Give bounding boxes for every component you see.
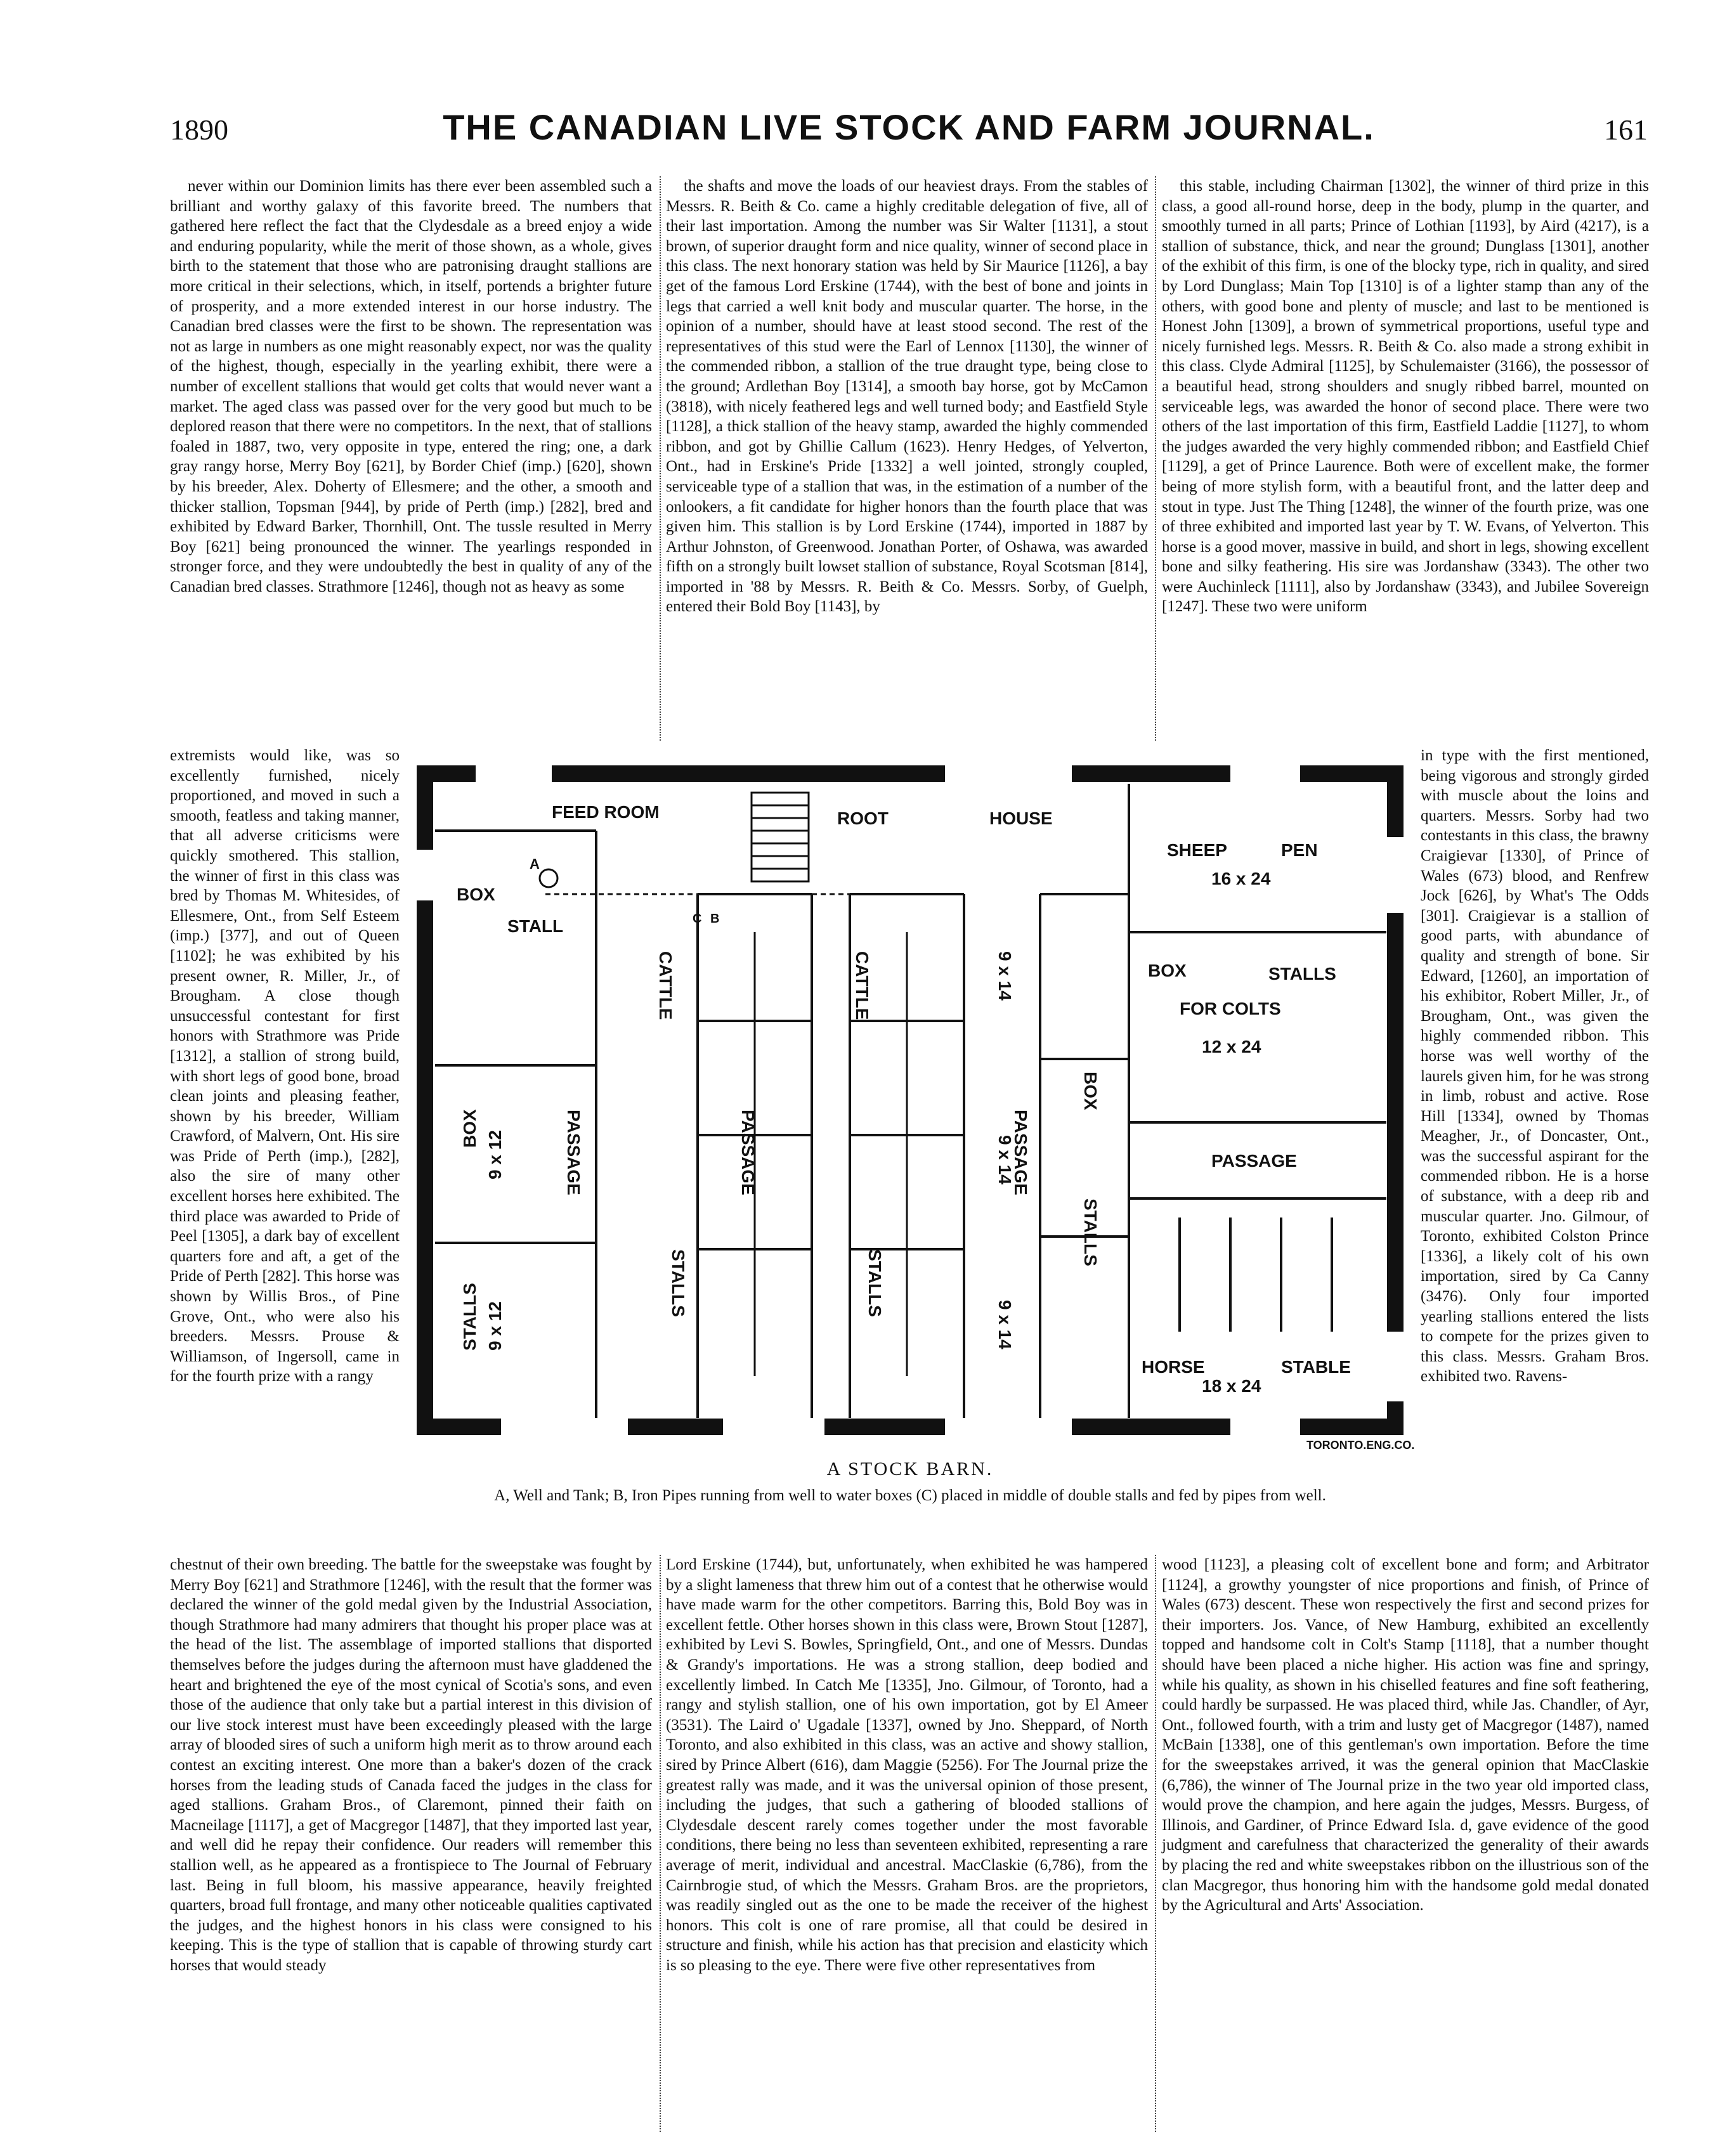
label-passage-right: PASSAGE — [1211, 1151, 1297, 1171]
article-column-2 — [666, 176, 1148, 617]
paragraph: Lord Erskine (1744), but, unfortunately, when exhibited he was hampered by a slight lameness that threw him out of a contest that he otherwise would have made warm for the other competitors. Barring this, Bold Boy was in excellent fettle. Other horses shown in this class were, Brown Stout [1287], exhibited by Levi S. Bowles, Springfield, Ont., and one of Messrs. Dundas & Grandy's importations. He was a strong stallion, deep bodied and excellently limbed. In Catch Me [1335], Jno. Gilmour, of Toronto, had a rangy and stylish stallion, one of his own importation, got by El Ameer (3531). The Laird o' Ugadale [1337], owned by Jno. Sheppard, of North Toronto, and also exhibited in this class, was an active and showy stallion, sired by Prince Albert (616), dam Maggie (5256). For The Journal prize the greatest rally was made, and it was the universal opinion of those present, including the judges, that such a gathering of blooded stallions of Clydesdale descent rarely comes together under the most favorable conditions, there being no less than seventeen exhibited, representing a rare average of merit, individual and ancestral. MacClaskie (6,786), from the Cairnbrogie stud, of which the Messrs. Graham Bros. are the proprietors, was readily singled out as the one to be made the receiver of the highest honors. This colt is one of rare promise, all that could be desired in structure and finish, while his action has that precision and elasticity which is so pleasing to the eye. There were five other representatives from — [666, 1556, 1148, 1974]
stairs — [752, 793, 809, 881]
label-dim-9x14-top: 9 x 14 — [995, 951, 1015, 1001]
engraver-credit: TORONTO.ENG.CO. — [1306, 1439, 1414, 1451]
header-year: 1890 — [170, 114, 228, 146]
paragraph: wood [1123], a pleasing colt of excellent bone and form; and Arbitrator [1124], a growthy youngster of nice proportions and finish, of Prince of Wales (673) descent. These won respectively the first and second prizes for their importers. Jos. Vance, of New Hamburg, exhibited an excellently topped and handsome colt in Colt's Stamp [1118], that a number thought should have been placed a niche higher. His action was fine and springy, while his quality, as shown in his chiselled features and fine soft feathering, could hardly be surpassed. He was placed third, while Jas. Chandler, of Ayr, Ont., followed fourth, with a trim and lusty get of Macgregor (1487), named McBain [1338], one of this gentleman's own importation. Before the time for the sweepstakes arrived, it was the general opinion that MacClaskie (6,786), the winner of The Journal prize in the two year old imported class, would prove the champion, and here again the judges, Messrs. Burgess, of Illinois, and Gardiner, of Prince Edward Isla. d, gave evidence of the good judgment and carefulness that characterized the generality of their awards by placing the red and white sweepstakes ribbon on the illustrious son of the clan Macgregor, thus honoring him with the handsome gold medal donated by the Agricultural and Arts' Association. — [1162, 1556, 1649, 1914]
paragraph: never within our Dominion limits has there ever been assembled such a brilliant and worthy galaxy of this favorite breed. The numbers that gathered here reflect the fact that the Clydesdale as a breed enjoy a wide and enduring popularity, while the merit of those shown, as a whole, gives birth to the statement that those who are patronising draught stallions are more critical in their selections, which, in itself, portends a brighter future of prosperity, and a more extended interest in our horse industry. The Canadian bred classes were the first to be shown. The representation was not as large in numbers as one might reasonably expect, nor was the quality of the highest, though, especially in the yearling exhibit, there were a number of excellent stallions that would get colts that would never want a market. The aged class was passed over for the very good but much to be deplored reason that there were no competitors. In the next, that of stallions foaled in 1887, two, very opposite in type, entered the ring; one, a dark gray rangy horse, Merry Boy [621], by Border Chief (imp.) [620], shown by his breeder, Alex. Doherty of Ellesmere; and the other, a smooth and thicker stallion, Topsman [944], by pride of Perth (imp.) [282], bred and exhibited by Edward Barker, Thornhill, Ont. The tussle resulted in Merry Boy [621] being pronounced the winner. The yearlings responded in stronger force, and they were undoubtedly the best in quality of any of the Canadian bred classes. Strathmore [1246], though not as heavy as some — [170, 178, 652, 595]
door-gap — [945, 765, 1072, 784]
article-bottom-column-1 — [170, 1555, 652, 1975]
side-column-right — [1421, 746, 1649, 1387]
label-box-small-dim: 9 x 12 — [485, 1130, 505, 1179]
well-circle — [540, 869, 557, 887]
paragraph: this stable, including Chairman [1302], the winner of third prize in this class, a good all-round horse, deep in the body, plump in the quarter, and smoothly turned in all parts; Prince of Lothian [1193], by Aird (4217), is a stallion of substance, thick, and near the ground; Dunglass [1301], another of the exhibit of this firm, is one of the blocky type, rich in quality, and sired by Lord Dunglass; Main Top [1310] is of a lighter stamp than any of the others, with good bone and plenty of muscle; and last to be mentioned is Honest John [1309], a brown of symmetrical proportions, useful type and nicely furnished legs. Messrs. R. Beith & Co. also made a strong exhibit in this class. Clyde Admiral [1125], by Schulemaister (3166), the possessor of a beautiful head, strong shoulders and snugly ribbed barrel, mounted on serviceable legs, was awarded the honor of second place. There were two others of the last importation of this firm, Eastfield Laddie [1127], to whom the judges awarded the very highly commended ribbon; and Eastfield Chief [1129], a get of Prince Laurence. Both were of excellent make, the former being of more stylish form, with a beautiful front, and the latter deep and stout in type. Just The Thing [1248], the winner of the fourth prize, was one of three exhibited and imported last year by T. W. Evans, of Yelverton. This horse is a good mover, massive in build, and short in legs, showing excellent bone and silky feathering. His sire was Jordanshaw (3343). The other two were Auchinleck [1111], also by Jordanshaw (3343), and Jubilee Sovereign [1247]. These two were uniform — [1162, 178, 1649, 616]
page-number: 161 — [1604, 114, 1648, 146]
label-cattle-left: CATTLE — [656, 951, 675, 1020]
column-divider — [660, 176, 661, 741]
door-gap — [1230, 1418, 1300, 1437]
label-root: ROOT — [837, 808, 889, 828]
door-gap — [1386, 837, 1405, 913]
article-column-1 — [170, 176, 652, 597]
column-divider — [1155, 1555, 1156, 2132]
barn-floor-plan-drawing — [406, 742, 1414, 1458]
label-for-colts: FOR COLTS — [1180, 999, 1281, 1018]
label-dim-9x14-mid: 9 x 14 — [995, 1135, 1015, 1185]
label-box: BOX — [457, 885, 495, 904]
label-box-small: BOX — [460, 1109, 479, 1148]
label-letter-b: B — [710, 912, 720, 926]
label-passage-inner: PASSAGE — [1011, 1110, 1031, 1195]
label-house: HOUSE — [989, 808, 1053, 828]
door-gap — [501, 1418, 628, 1437]
label-pen: PEN — [1281, 840, 1318, 860]
stock-barn-plan — [406, 742, 1414, 1458]
door-gap — [416, 850, 435, 900]
article-bottom-column-2 — [666, 1555, 1148, 1975]
label-letter-c: C — [693, 912, 702, 926]
label-passage-left: PASSAGE — [564, 1110, 583, 1195]
label-sheep: SHEEP — [1167, 840, 1227, 860]
label-stalls-left: STALLS — [668, 1249, 688, 1317]
label-sheep-dimensions: 16 x 24 — [1211, 869, 1271, 888]
paragraph: extremists would like, was so excellently furnished, nicely proportioned, and moved in such a smooth, featless and taking manner, that all adverse criticisms were quickly smothered. This stallion, the winner of first in this class was bred by Thomas M. Whitesides, of Ellesmere, Ont., from Self Esteem (imp.) [377], and out of Queen [1102]; he was exhibited by his present owner, R. Miller, Jr., of Brougham. A close though unsuccessful contestant for first honors with Strathmore was Pride [1312], a stallion of strong build, with short legs of good bone, broad clean joints and pleasing feather, shown by his breeder, William Crawford, of Malvern, Ont. His sire was Pride of Perth (imp.), [282], also the sire of many other excellent horses here exhibited. The third place was awarded to Pride of Peel [1305], a dark bay of excellent quarters fore and aft, a get of the Pride of Perth [282]. This horse was shown by Willis Bros., of Pine Grove, Ont., who were also his breeders. Messrs. Prouse & Williamson, of Ingersoll, came in for the fourth prize with a rangy — [170, 747, 400, 1386]
door-gap — [1386, 1332, 1405, 1401]
label-stall: STALL — [507, 916, 564, 936]
article-bottom-column-3 — [1162, 1555, 1649, 1916]
label-letter-a: A — [530, 856, 540, 872]
label-horse-dimensions: 18 x 24 — [1202, 1376, 1261, 1396]
label-box-side: BOX — [1081, 1072, 1100, 1110]
side-column-left — [170, 746, 400, 1387]
journal-title: THE CANADIAN LIVE STOCK AND FARM JOURNAL. — [443, 107, 1375, 147]
paragraph: in type with the first mentioned, being vigorous and strongly girded with muscle about the loins and quarters. Messrs. Sorby had two contestants in this class, the brawny Craigievar [1330], of Prince of Wales (673) blood, and Renfrew Jock [626], by What's The Odds [301]. Craigievar is a stallion of good parts, with abundance of quality and strength of bone. Sir Edward, [1260], an importation of his exhibitor, Robert Miller, Jr., of Brougham, Ont., was given the highly commended ribbon. This horse was well worthy of the laurels given him, for he was strong in limb, robust and active. Rose Hill [1334], owned by Thomas Meagher, Jr., of Doncaster, Ont., was the successful aspirant for the commended ribbon. He is a horse of substance, with a deep rib and muscular quarter. Jno. Gilmour, of Toronto, exhibited Colston Prince [1336], a likely colt of his own importation, sired by Ca Canny (3476). Only four imported yearling stallions entered the lists to compete for the prizes given to this class. Messrs. Graham Bros. exhibited two. Ravens- — [1421, 747, 1649, 1386]
door-gap — [723, 1418, 824, 1437]
article-column-3 — [1162, 176, 1649, 617]
label-cattle-right: CATTLE — [852, 951, 872, 1020]
label-stalls-side: STALLS — [1081, 1198, 1100, 1266]
label-dim-9x14-bot: 9 x 14 — [995, 1300, 1015, 1349]
column-divider — [1155, 176, 1156, 741]
paragraph: the shafts and move the loads of our heaviest drays. From the stables of Messrs. R. Beith & Co. came a highly creditable delegation of five, all of their last importation. Among the number was Sir Walter [1131], a stout brown, of superior draught form and nice quality, winner of second place in this class. The next honorary station was held by Sir Maurice [1126], a bay get of the famous Lord Erskine (1744), with the best of bone and joints in legs that carried a well knit body and muscular quarter. The horse, in the opinion of a number, should have at least stood second. The rest of the representatives of this stud were the Earl of Lennox [1130], the winner of the commended ribbon, a stallion of the true draught type, being close to the ground; Ardlethan Boy [1314], a smooth bay horse, got by McCamon (3818), with nicely feathered legs and well turned body; and Eastfield Style [1128], a thick stallion of the heavy stamp, awarded the highly commended ribbon, and got by Ghillie Callum (1623). Henry Hedges, of Yelverton, Ont., had in Erskine's Pride [1332] a well jointed, strongly coupled, serviceable type of a stallion that was, in the estimation of a number of the onlookers, a fit candidate for higher honors than the fourth place that was given him. This stallion is by Lord Erskine (1744), imported in 1887 by Arthur Johnston, of Greenwood. Jonathan Porter, of Oshawa, was awarded fifth on a strongly built lowset stallion of substance, Royal Scotsman [814], imported in '88 by Messrs. R. Beith & Co. Messrs. Sorby, of Guelph, entered their Bold Boy [1143], by — [666, 178, 1148, 616]
label-box-stalls-box: BOX — [1148, 961, 1187, 980]
door-gap — [476, 765, 552, 784]
paragraph: chestnut of their own breeding. The battle for the sweepstake was fought by Merry Boy [621] and Strathmore [1246], with the result that the former was declared the winner of the gold medal given by the Industrial Association, though Strathmore had many admirers that thought his proper place was at the head of the list. The assemblage of imported stallions that disported themselves before the judges during the afternoon must have gladdened the heart and brightened the eye of the most cynical of Scotia's sons, and even those of the audience that only take but a partial interest in this division of our live stock interest must have been exceedingly pleased with the large array of blooded sires of such a uniform high merit as to throw around each contest an exciting interest. One more than a baker's dozen of the crack horses from the leading studs of Canada faced the judges in the class for aged stallions. Graham Bros., of Claremont, pinned their faith on Macneilage [1117], a get of Macgregor [1487], that they imported last year, and well did he repay their confidence. Our readers will remember this stallion well, as he appeared as a frontispiece to The Journal of February last. Being in full bloom, his massive appearance, heavily freighted quarters, broad full frontage, and many other noticeable qualities captivated the judges, and the highest honors in his class were consigned to his keeping. This is the type of stallion that is capable of throwing sturdy cart horses that would steady — [170, 1556, 652, 1974]
page-header — [170, 107, 1648, 157]
label-colts-dimensions: 12 x 24 — [1202, 1037, 1261, 1056]
label-horse: HORSE — [1142, 1357, 1205, 1377]
label-box-stalls: STALLS — [1268, 964, 1336, 984]
figure-legend: A, Well and Tank; B, Iron Pipes running from well to water boxes (C) placed in middle of double stalls and fed by pipes from well. — [494, 1487, 1326, 1504]
figure-caption: A STOCK BARN. — [826, 1458, 994, 1479]
label-stalls-small-dim: 9 x 12 — [485, 1301, 505, 1351]
label-stalls-right: STALLS — [865, 1249, 885, 1317]
door-gap — [945, 1418, 1072, 1437]
label-passage-mid: PASSAGE — [738, 1110, 758, 1195]
door-gap — [1230, 765, 1300, 784]
label-stable: STABLE — [1281, 1357, 1351, 1377]
label-feed-room: FEED ROOM — [552, 802, 660, 822]
label-stalls-small: STALLS — [460, 1283, 479, 1351]
column-divider — [660, 1555, 661, 2132]
